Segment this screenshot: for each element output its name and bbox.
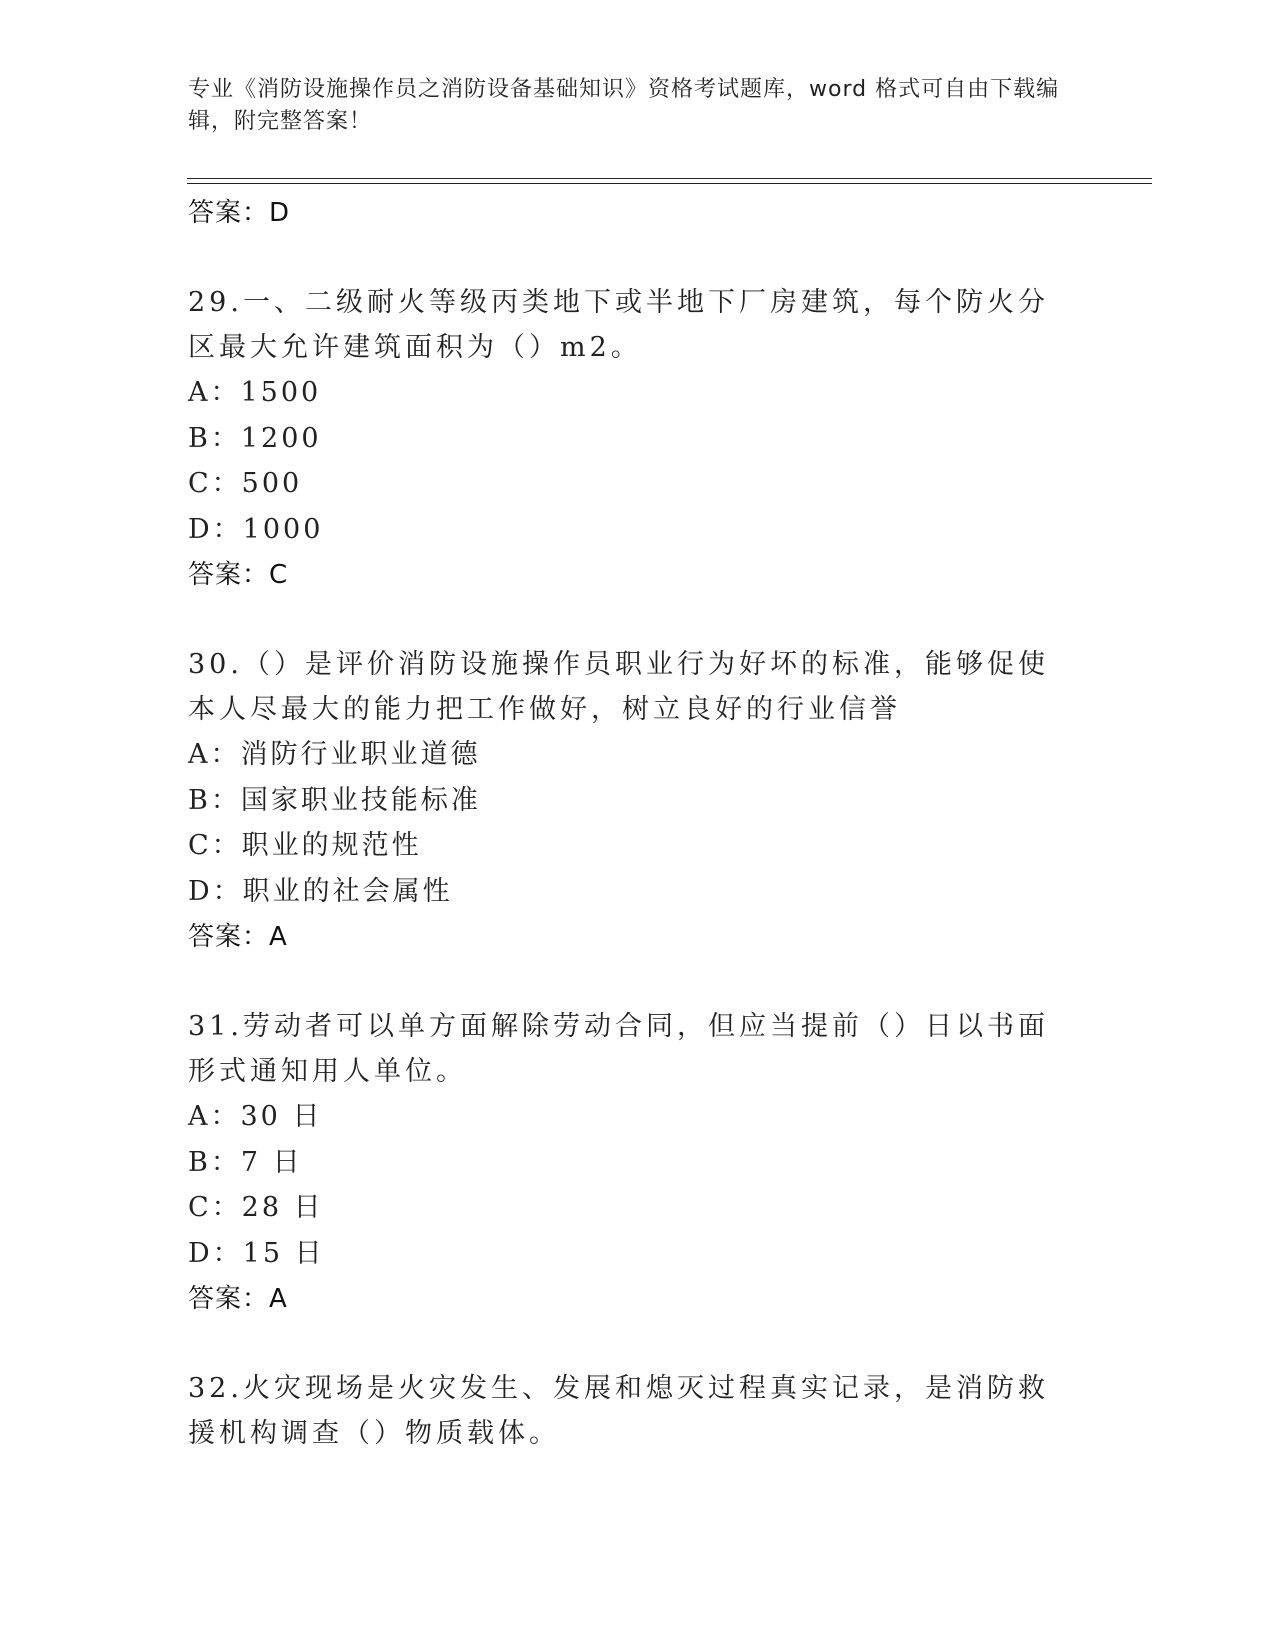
header-divider-line <box>187 178 1152 179</box>
question-29 <box>188 280 1078 598</box>
answer: 答案：A <box>188 922 288 952</box>
option-d <box>188 869 1078 915</box>
option-a <box>188 370 1078 416</box>
option-value: 消防行业职业道德 <box>240 739 481 770</box>
option-value: 28 日 <box>241 1192 324 1223</box>
question-text: 30.（）是评价消防设施操作员职业行为好坏的标准，能够促使本人尽最大的能力把工作做好，树立良好的行业信誉 <box>188 649 1049 725</box>
option-value: 国家职业技能标准 <box>240 784 481 816</box>
answer: 答案：A <box>188 1284 288 1314</box>
option-letter: D： <box>188 1237 243 1269</box>
option-letter: B： <box>188 784 241 816</box>
option-letter: A： <box>188 739 241 770</box>
option-letter: A： <box>188 377 241 408</box>
option-c <box>188 823 1078 869</box>
option-value: 职业的规范性 <box>241 830 422 861</box>
option-value: 1000 <box>242 513 324 545</box>
document-header: 专业《消防设施操作员之消防设备基础知识》资格考试题库，word 格式可自由下载编辑，附完整答案！ <box>188 77 1060 134</box>
option-d <box>188 1231 1078 1277</box>
option-a <box>188 1094 1078 1140</box>
option-b <box>188 1140 1078 1186</box>
answer: 答案：C <box>188 560 289 590</box>
question-31 <box>188 1004 1078 1322</box>
option-value: 30 日 <box>240 1101 323 1132</box>
option-value: 1200 <box>240 422 322 454</box>
option-letter: B： <box>188 422 241 454</box>
option-letter: D： <box>188 513 243 545</box>
option-letter: D： <box>188 875 243 907</box>
option-b <box>188 778 1078 824</box>
option-b <box>188 416 1078 462</box>
question-text: 31.劳动者可以单方面解除劳动合同，但应当提前（）日以书面形式通知用人单位。 <box>188 1011 1049 1087</box>
question-text: 29.一、二级耐火等级丙类地下或半地下厂房建筑，每个防火分区最大允许建筑面积为（）m2。 <box>188 287 1049 363</box>
question-text: 32.火灾现场是火灾发生、发展和熄灭过程真实记录，是消防救援机构调查（）物质载体。 <box>188 1373 1049 1449</box>
option-value: 1500 <box>240 377 322 408</box>
previous-answer: 答案：D <box>188 198 291 228</box>
option-letter: A： <box>188 1101 241 1132</box>
option-letter: C： <box>188 1192 242 1223</box>
option-letter: C： <box>188 468 242 499</box>
question-32 <box>188 1366 1078 1456</box>
header-divider-line-secondary <box>187 183 1152 184</box>
question-30 <box>188 642 1078 960</box>
option-c <box>188 1185 1078 1231</box>
option-d <box>188 507 1078 553</box>
option-c <box>188 461 1078 507</box>
option-value: 职业的社会属性 <box>242 875 453 907</box>
option-letter: C： <box>188 830 242 861</box>
option-value: 15 日 <box>242 1237 325 1269</box>
option-value: 500 <box>241 468 303 499</box>
option-value: 7 日 <box>240 1146 303 1178</box>
option-letter: B： <box>188 1146 241 1178</box>
option-a <box>188 732 1078 778</box>
question-list <box>188 190 1078 1456</box>
